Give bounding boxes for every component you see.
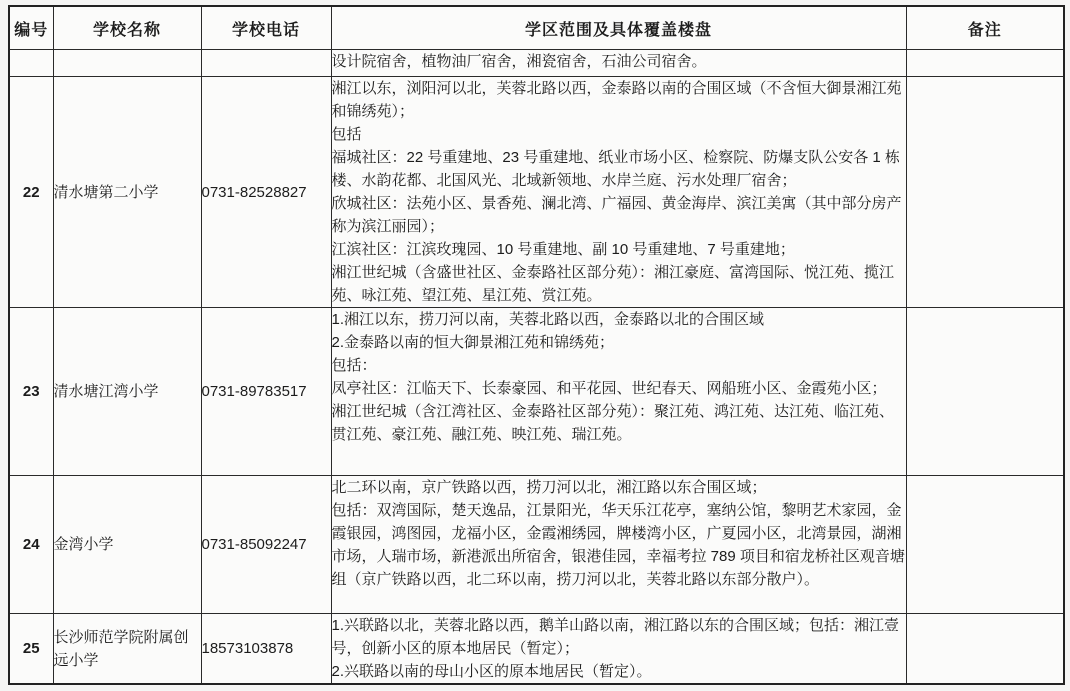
cell-id: 25 — [9, 614, 53, 685]
district-paragraph: 湘江世纪城（含盛世社区、金泰路社区部分苑）：湘江豪庭、富湾国际、悦江苑、揽江苑、咏江苑、望江苑、星江苑、赏江苑。 — [331, 264, 895, 304]
cell-school-name: 金湾小学 — [53, 476, 201, 614]
table-row — [9, 308, 1064, 476]
cell-school-name: 清水塘第二小学 — [53, 77, 201, 308]
cell-district-range — [331, 476, 906, 614]
district-paragraph: 湘江以东，浏阳河以北，芙蓉北路以西，金泰路以南的合围区域（不含恒大御景湘江苑和锦绣苑）； — [331, 80, 902, 120]
header-remark: 备注 — [906, 6, 1064, 50]
district-paragraph: 设计院宿舍，植物油厂宿舍，湘瓷宿舍，石油公司宿舍。 — [331, 53, 707, 70]
cell-remark — [906, 77, 1064, 308]
cell-school-name: 长沙师范学院附属创远小学 — [53, 614, 201, 685]
cell-id: 22 — [9, 77, 53, 308]
cell-id: 23 — [9, 308, 53, 476]
cell-school-phone: 0731-89783517 — [201, 308, 331, 476]
district-paragraph: 凤亭社区：江临天下、长泰豪园、和平花园、世纪春天、网船班小区、金霞苑小区； — [331, 380, 887, 397]
cell-school-phone: 0731-85092247 — [201, 476, 331, 614]
district-paragraph: 2.金泰路以南的恒大御景湘江苑和锦绣苑； — [331, 334, 615, 351]
cell-district-range — [331, 308, 906, 476]
cell-id: 24 — [9, 476, 53, 614]
district-paragraph: 江滨社区：江滨玫瑰园、10 号重建地、副 10 号重建地、7 号重建地； — [331, 241, 795, 258]
header-id: 编号 — [9, 6, 53, 50]
cell-school-name — [53, 50, 201, 77]
cell-school-name: 清水塘江湾小学 — [53, 308, 201, 476]
cell-school-phone — [201, 50, 331, 77]
table-row — [9, 476, 1064, 614]
table-row — [9, 614, 1064, 685]
district-paragraph: 欣城社区：法苑小区、景香苑、澜北湾、广福园、黄金海岸、滨江美寓（其中部分房产称为滨江丽园）； — [331, 195, 902, 235]
cell-district-range — [331, 77, 906, 308]
cell-remark — [906, 614, 1064, 685]
header-row — [9, 6, 1064, 50]
school-district-table — [8, 5, 1065, 685]
district-paragraph: 北二环以南，京广铁路以西，捞刀河以北，湘江路以东合围区域； — [331, 479, 767, 496]
district-paragraph: 包括：双湾国际，楚天逸品，江景阳光，华天乐江花亭，塞纳公馆，黎明艺术家园，金霞银园，鸿图园，龙福小区，金霞湘绣园，牌楼湾小区，广夏园小区，北湾景园，湖湘市场，人瑞市场，新港派出所宿舍，银港佳园，幸福考拉 789 项目和宿龙桥社区观音塘组（京广铁路以西，北二环以南，捞刀河以北，芙蓉北路以东部分散户）。 — [331, 502, 905, 588]
table-row — [9, 77, 1064, 308]
table-body — [9, 50, 1064, 685]
header-school-name: 学校名称 — [53, 6, 201, 50]
cell-school-phone: 18573103878 — [201, 614, 331, 685]
cell-id — [9, 50, 53, 77]
cell-remark — [906, 50, 1064, 77]
cell-school-phone: 0731-82528827 — [201, 77, 331, 308]
cell-district-range — [331, 614, 906, 685]
district-paragraph: 包括 — [331, 126, 362, 143]
header-district-range: 学区范围及具体覆盖楼盘 — [331, 6, 906, 50]
header-school-phone: 学校电话 — [201, 6, 331, 50]
cell-remark — [906, 476, 1064, 614]
table-row — [9, 50, 1064, 77]
district-paragraph: 湘江世纪城（含江湾社区、金泰路社区部分苑）：聚江苑、鸿江苑、达江苑、临江苑、贯江苑、豪江苑、融江苑、映江苑、瑞江苑。 — [331, 403, 895, 443]
cell-district-range — [331, 50, 906, 77]
district-paragraph: 1.湘江以东，捞刀河以南，芙蓉北路以西，金泰路以北的合围区域 — [331, 311, 765, 328]
district-paragraph: 1.兴联路以北，芙蓉北路以西，鹅羊山路以南，湘江路以东的合围区域；包括：湘江壹号，创新小区的原本地居民（暂定）； — [331, 617, 900, 657]
district-paragraph: 2.兴联路以南的母山小区的原本地居民（暂定）。 — [331, 663, 652, 680]
cell-remark — [906, 308, 1064, 476]
district-paragraph: 包括： — [331, 357, 377, 374]
district-paragraph: 福城社区：22 号重建地、23 号重建地、纸业市场小区、检察院、防爆支队公安各 1 栋楼、水韵花都、北国风光、北域新领地、水岸兰庭、污水处理厂宿舍； — [331, 149, 900, 189]
